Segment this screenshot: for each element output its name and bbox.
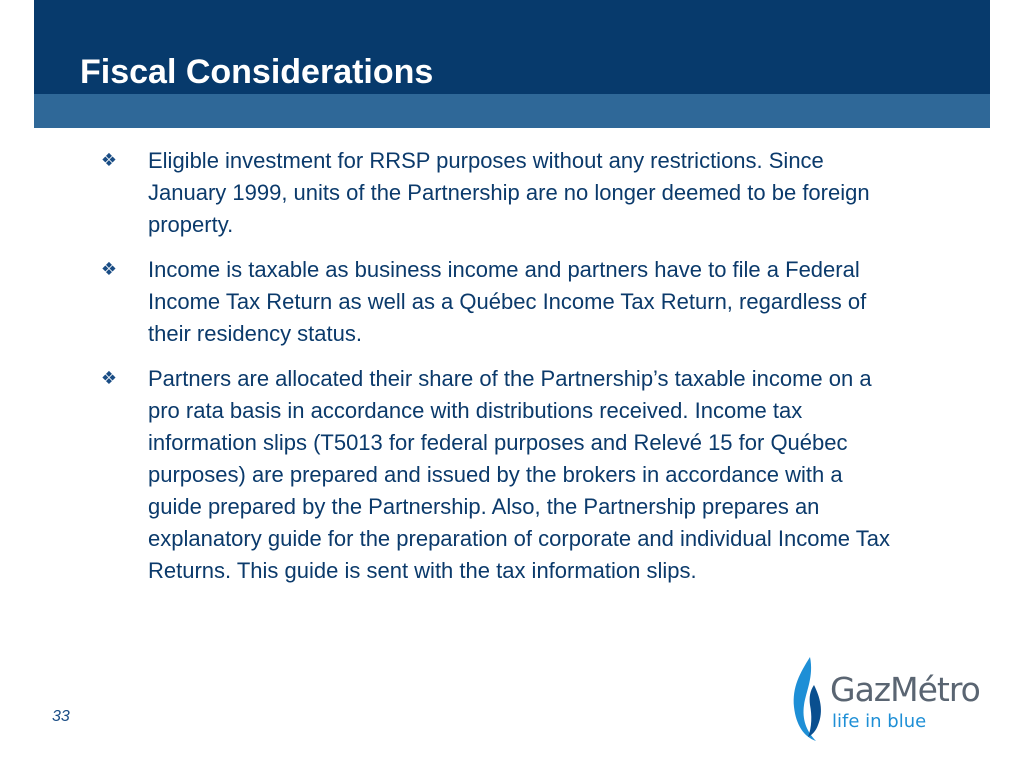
logo-tagline: life in blue	[832, 711, 927, 732]
bullet-text: Partners are allocated their share of the Partnership’s taxable income on a pro rata basis in accordance with distributions received. Income tax information slips (T5013 for federal purposes and Relevé 15 for Québec purposes) are prepared and issued by the brokers in accordance with a guide prepared by the Partnership. Also, the Partnership prepares an explanatory guide for the preparation of corporate and individual Income Tax Returns. This guide is sent with the tax information slips.	[148, 366, 890, 583]
bullet-list	[98, 145, 898, 600]
bullet-item	[98, 145, 898, 241]
slide-title: Fiscal Considerations	[80, 53, 434, 91]
page-number: 33	[52, 708, 70, 725]
gazmetro-logo	[790, 655, 1000, 745]
bullet-item	[98, 254, 898, 350]
bullet-text: Eligible investment for RRSP purposes without any restrictions. Since January 1999, units of the Partnership are no longer deemed to be foreign property.	[148, 148, 870, 237]
diamond-bullet-icon: ❖	[100, 259, 118, 280]
header-stripe	[34, 94, 990, 128]
logo-name: GazMétro	[830, 670, 980, 709]
bullet-text: Income is taxable as business income and partners have to file a Federal Income Tax Return as well as a Québec Income Tax Return, regardless of their residency status.	[148, 257, 867, 346]
diamond-bullet-icon: ❖	[100, 150, 118, 171]
bullet-item	[98, 363, 898, 587]
flame-icon	[790, 655, 826, 743]
diamond-bullet-icon: ❖	[100, 368, 118, 389]
